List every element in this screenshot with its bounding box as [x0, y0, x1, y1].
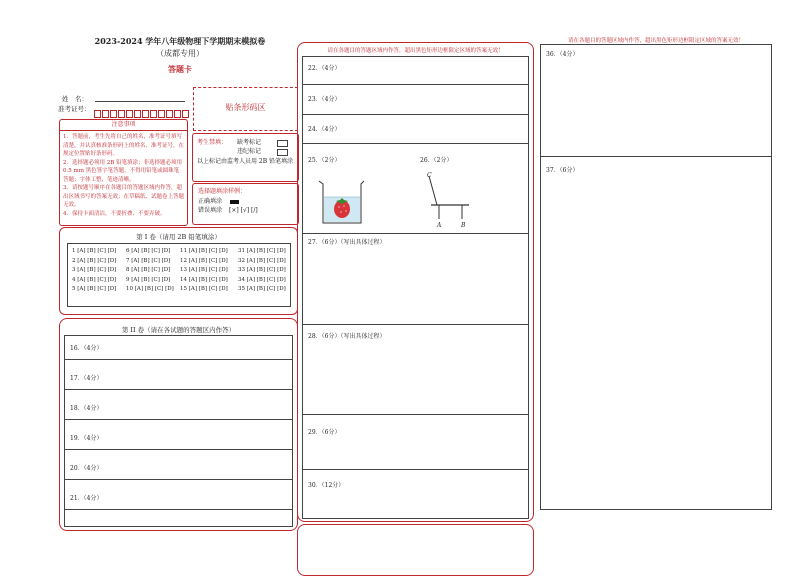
mc-item[interactable]: 1 [A] [B] [C] [D]: [72, 248, 117, 254]
right-warning: 请在各题目的答题区域内作答，超出黑色矩形边框限定区域的答案无效！: [567, 38, 744, 44]
answer-line: [303, 84, 528, 85]
barcode-area: [193, 87, 298, 131]
answer-line: [65, 359, 292, 360]
mc-item[interactable]: 13 [A] [B] [C] [D]: [180, 267, 228, 273]
part2-title: 第 II 卷（请在各试题的答题区内作答）: [121, 326, 236, 334]
correct-fill-label: 正确填涂: [198, 198, 223, 205]
question-label: 30．（12分）: [308, 482, 345, 489]
question-label: 19．（4分）: [70, 435, 103, 442]
answer-line: [303, 114, 528, 115]
wrong-fill-label: 错误填涂: [198, 207, 223, 214]
violation-label: 违纪标记: [237, 148, 262, 155]
point-b-label: B: [461, 222, 466, 229]
part1-box: [59, 227, 298, 315]
answer-line: [541, 156, 771, 157]
question-label: 16．（4分）: [70, 345, 103, 352]
mc-item[interactable]: 31 [A] [B] [C] [D]: [238, 248, 286, 254]
question-label: 29．（6分）: [308, 429, 341, 436]
mc-item[interactable]: 32 [A] [B] [C] [D]: [238, 257, 286, 264]
notice-item: 3．请按题号顺序在各题目的答题区域内作答，超出区域书写的答案无效；在草稿纸、试题卷上答题无效。: [63, 185, 185, 208]
name-label: 姓 名：: [62, 95, 88, 103]
mc-item[interactable]: 12 [A] [B] [C] [D]: [180, 257, 228, 264]
answer-line: [65, 419, 292, 420]
part2-box: [59, 318, 298, 531]
answer-line: [65, 449, 292, 450]
absent-label: 缺考标记: [237, 139, 262, 146]
answer-line: [303, 324, 528, 325]
violation-checkbox[interactable]: [277, 149, 288, 156]
exam-fill-note: 以上标记由监考人员用 2B 铅笔填涂: [197, 158, 294, 165]
question-label: 25．（2分）: [308, 157, 341, 164]
question-label: 36．（4分）: [546, 51, 579, 58]
mc-item[interactable]: 35 [A] [B] [C] [D]: [238, 286, 286, 292]
question-label: 26．（2分）: [420, 157, 453, 164]
question-label: 23．（4分）: [308, 96, 341, 103]
mc-item[interactable]: 6 [A] [B] [C] [D]: [126, 248, 171, 254]
part1-title: 第 I 卷（请用 2B 铅笔填涂）: [136, 233, 221, 241]
answer-line: [65, 509, 292, 510]
wrong-fill-marks: [×] [√] [/]: [229, 207, 258, 214]
point-a-label: A: [437, 222, 442, 229]
notice-item: 2．选择题必须用 2B 铅笔填涂；非选择题必须用 0.5 mm 黑色签字笔答题，不得用铅笔或圆珠笔答题；字体工整、笔迹清晰。: [63, 159, 183, 183]
question-label: 37．（6分）: [546, 167, 579, 174]
notice-item: 1．答题前，考生先将自己的姓名，准考证号填写清楚，并认真核准条形码上的姓名、准考证号，在规定位置贴好条形码。: [63, 134, 185, 157]
id-label: 准考证号：: [58, 105, 91, 113]
middle-warning: 请在各题目的答题区域内作答，超出黑色矩形边框限定区域的答案无效！: [327, 48, 504, 54]
mc-item[interactable]: 4 [A] [B] [C] [D]: [72, 276, 117, 283]
mc-item[interactable]: 34 [A] [B] [C] [D]: [238, 276, 286, 283]
absent-checkbox[interactable]: [277, 140, 288, 147]
question-label: 18．（4分）: [70, 405, 103, 412]
question-label: 17．（4分）: [70, 375, 103, 382]
fill-sample-box: [192, 183, 299, 225]
answer-line: [65, 389, 292, 390]
mc-item[interactable]: 10 [A] [B] [C] [D]: [126, 286, 174, 292]
notice-item: 4．保持卡面清洁，不要折叠、不要弄破。: [63, 210, 166, 217]
mc-item[interactable]: 33 [A] [B] [C] [D]: [238, 267, 286, 273]
part2-answer-area[interactable]: [64, 335, 293, 527]
mc-grid: [67, 243, 291, 307]
beaker-icon: [317, 177, 367, 227]
exam-title: 2023-2024 学年八年级物理下学期期末模拟卷: [94, 36, 266, 46]
mc-item[interactable]: 11 [A] [B] [C] [D]: [180, 248, 228, 254]
question-label: 28．（6分）（写出具体过程）: [308, 333, 386, 340]
question-label: 20．（4分）: [70, 465, 103, 472]
middle-answer-area[interactable]: [302, 56, 529, 519]
answer-card-label: 答题卡: [168, 64, 192, 74]
mc-item[interactable]: 8 [A] [B] [C] [D]: [126, 267, 171, 273]
correct-fill-mark: [230, 200, 239, 204]
answer-line: [65, 479, 292, 480]
question-label: 21．（4分）: [70, 495, 103, 502]
name-field[interactable]: [95, 101, 185, 102]
mc-item[interactable]: 9 [A] [B] [C] [D]: [126, 276, 171, 283]
mc-item[interactable]: 2 [A] [B] [C] [D]: [72, 257, 117, 264]
mc-item[interactable]: 7 [A] [B] [C] [D]: [126, 257, 171, 264]
answer-line: [303, 143, 528, 144]
exam-fill-label: 考生禁填：: [197, 139, 228, 146]
continuation-box[interactable]: [297, 524, 534, 576]
notice-box: [59, 119, 188, 226]
mc-item[interactable]: 15 [A] [B] [C] [D]: [180, 286, 228, 292]
exam-subtitle: （成都专用）: [156, 49, 204, 58]
notice-title: 注意事项: [60, 120, 187, 131]
answer-line: [303, 233, 528, 234]
mc-item[interactable]: 3 [A] [B] [C] [D]: [72, 267, 117, 273]
question-label: 24．（4分）: [308, 126, 341, 133]
point-c-label: C: [427, 172, 432, 179]
middle-answer-panel: [297, 42, 534, 522]
right-answer-area[interactable]: [540, 44, 772, 510]
question-label: 27．（6分）（写出具体过程）: [308, 239, 386, 246]
fill-sample-title: 选择题填涂样例：: [198, 188, 247, 195]
mc-item[interactable]: 5 [A] [B] [C] [D]: [72, 286, 117, 292]
question-label: 22．（4分）: [308, 65, 341, 72]
exam-fill-box: [192, 133, 299, 182]
barcode-label: 贴条形码区: [225, 103, 266, 112]
mc-item[interactable]: 14 [A] [B] [C] [D]: [180, 276, 228, 283]
answer-line: [303, 414, 528, 415]
answer-line: [303, 469, 528, 470]
